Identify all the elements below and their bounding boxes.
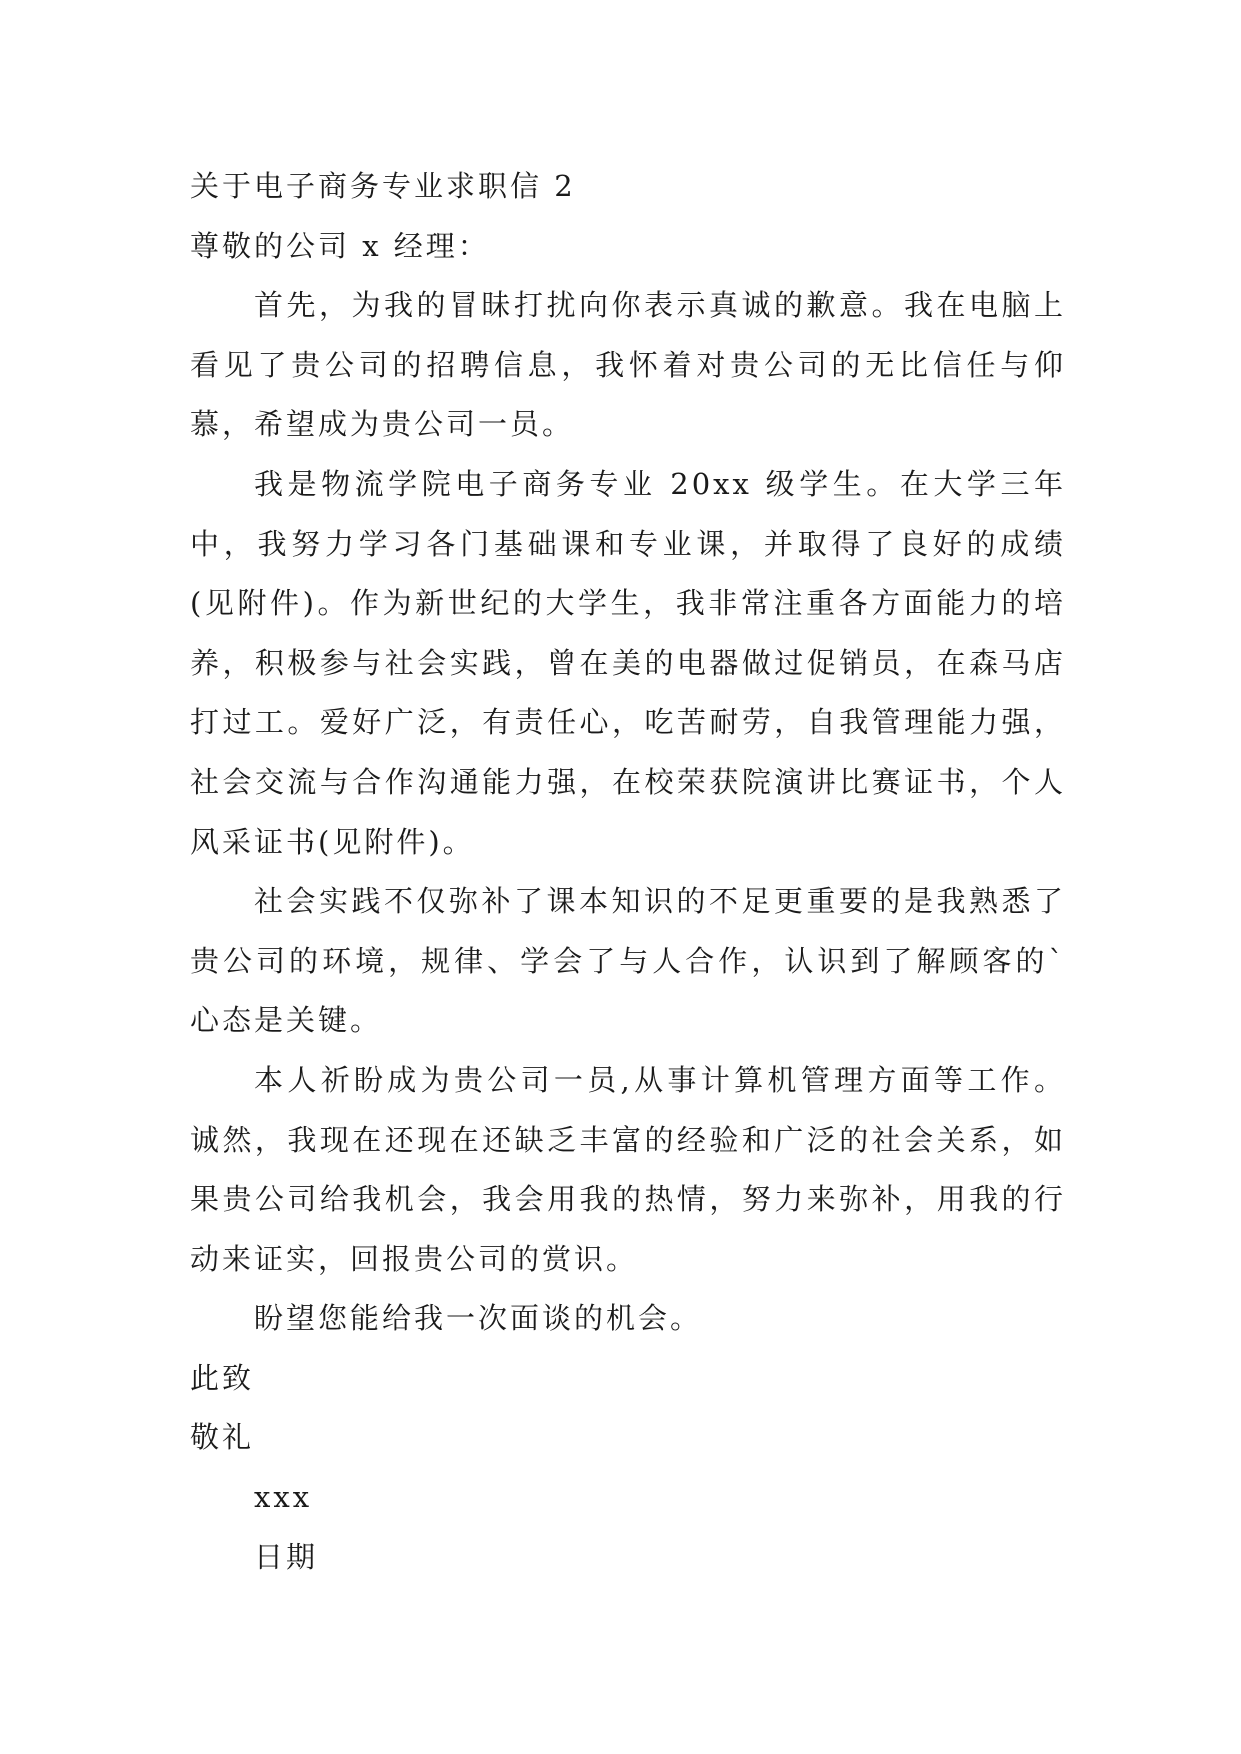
closing-line-1: 此致 <box>190 1360 255 1395</box>
document-title: 关于电子商务专业求职信 2 <box>190 169 576 203</box>
signature: xxx <box>254 1480 313 1515</box>
letter-body <box>190 157 1066 1587</box>
paragraph-practice: 社会实践不仅弥补了课本知识的不足更重要的是我熟悉了贵公司的环境，规律、学会了与人合作，认识到了解顾客的`心态是关键。 <box>190 884 1066 1038</box>
closing-line-2: 敬礼 <box>190 1420 255 1455</box>
date-label: 日期 <box>254 1539 319 1574</box>
paragraph-apology: 首先，为我的冒昧打扰向你表示真诚的歉意。我在电脑上看见了贵公司的招聘信息，我怀着对贵公司的无比信任与仰慕，希望成为贵公司一员。 <box>190 288 1066 442</box>
paragraph-background: 我是物流学院电子商务专业 20xx 级学生。在大学三年中，我努力学习各门基础课和专业课，并取得了良好的成绩(见附件)。作为新世纪的大学生，我非常注重各方面能力的培养，积极参与社会实践，曾在美的电器做过促销员，在森马店打过工。爱好广泛，有责任心，吃苦耐劳，自我管理能力强，社会交流与合作沟通能力强，在校荣获院演讲比赛证书，个人风采证书(见附件)。 <box>190 466 1066 859</box>
paragraph-interview-request: 盼望您能给我一次面谈的机会。 <box>254 1301 703 1336</box>
paragraph-aspiration: 本人祈盼成为贵公司一员,从事计算机管理方面等工作。诚然，我现在还现在还缺乏丰富的经验和广泛的社会关系，如果贵公司给我机会，我会用我的热情，努力来弥补，用我的行动来证实，回报贵公司的赏识。 <box>190 1062 1066 1276</box>
salutation: 尊敬的公司 x 经理： <box>190 228 490 263</box>
